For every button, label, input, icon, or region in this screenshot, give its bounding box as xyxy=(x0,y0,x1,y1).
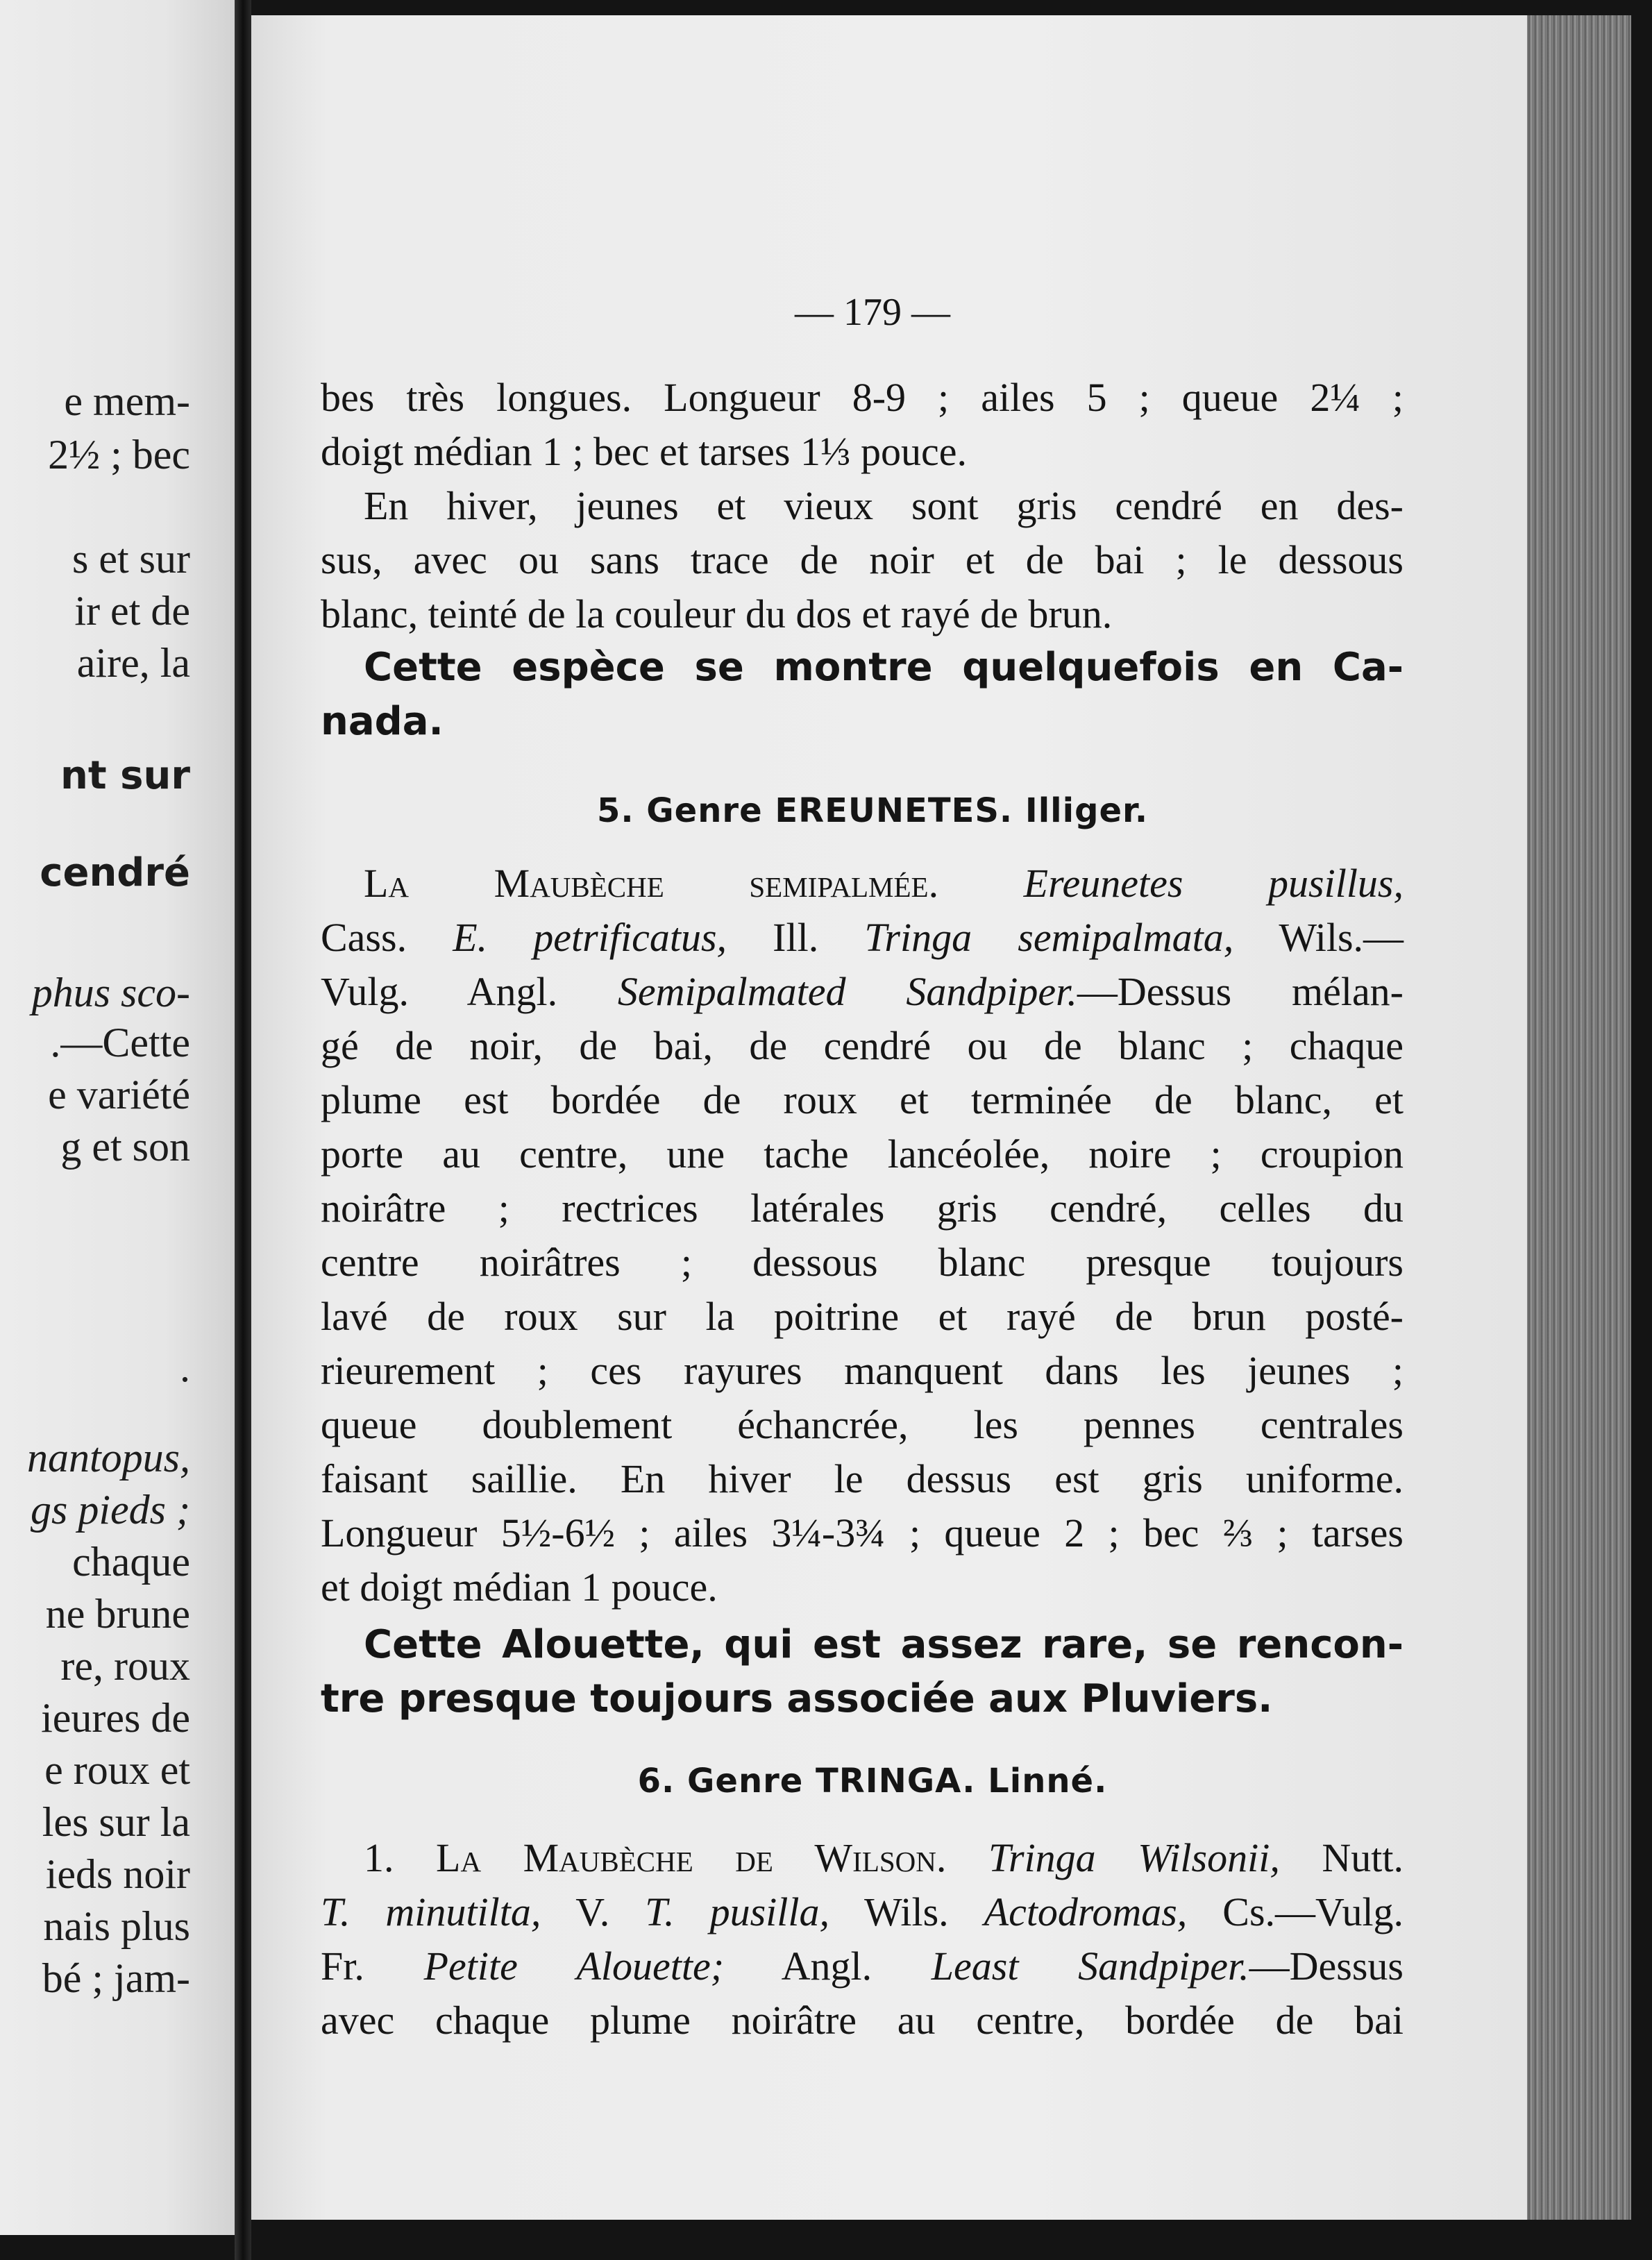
latin-name: E. petrificatus, xyxy=(453,915,727,960)
left-page-line: nt sur xyxy=(60,753,190,798)
text-line: plume est bordée de roux et terminée de blanc, et xyxy=(321,1077,1404,1122)
text-line: porte au centre, une tache lancéolée, noire ; croupion xyxy=(321,1131,1404,1177)
book-gutter xyxy=(235,0,251,2260)
left-page-line: ieds noir xyxy=(45,1851,190,1897)
text-line: Longueur 5½-6½ ; ailes 3¼-3¾ ; queue 2 ; bec ⅔ ; tarses xyxy=(321,1510,1404,1555)
text-line xyxy=(321,863,1404,904)
text-span: V. xyxy=(575,1889,610,1934)
page-edges xyxy=(1527,15,1631,2220)
left-page-line: re, roux xyxy=(60,1643,190,1689)
text-line: noirâtre ; rectrices latérales gris cendré, celles du xyxy=(321,1186,1404,1231)
left-page-line: e variété xyxy=(48,1072,190,1118)
species-name: La Maubèche de Wilson. xyxy=(436,1835,947,1880)
text-span: Fr. xyxy=(321,1943,364,1989)
text-span: Nutt. xyxy=(1322,1835,1404,1880)
left-page-line: e mem- xyxy=(64,378,190,424)
text-span: Ill. xyxy=(773,915,819,960)
text-line: sus, avec ou sans trace de noir et de bai ; le dessous xyxy=(321,537,1404,582)
left-page-line: ieures de xyxy=(41,1695,190,1741)
facing-left-page xyxy=(0,0,235,2235)
text-line xyxy=(321,1943,1404,1989)
left-page-line: ir et de xyxy=(74,588,190,634)
text-span: Cs.—Vulg. xyxy=(1222,1889,1404,1934)
text-span: Cass. xyxy=(321,915,407,960)
text-line: gé de noir, de bai, de cendré ou de blanc ; chaque xyxy=(321,1023,1404,1068)
left-page-line: phus sco- xyxy=(31,970,190,1015)
text-line: queue doublement échancrée, les pennes centrales xyxy=(321,1402,1404,1447)
text-line: lavé de roux sur la poitrine et rayé de brun posté- xyxy=(321,1294,1404,1339)
species-name: La Maubèche semipalmée. xyxy=(364,861,939,906)
left-page-line: aire, la xyxy=(76,640,190,686)
text-line: Cette espèce se montre quelquefois en Ca- xyxy=(364,645,1404,690)
left-page-line: nantopus, xyxy=(26,1435,190,1481)
text-line: bes très longues. Longueur 8-9 ; ailes 5 ; queue 2¼ ; xyxy=(321,375,1404,420)
left-page-line: ne brune xyxy=(45,1591,190,1637)
left-page-line: e roux et xyxy=(44,1747,190,1793)
text-line: faisant saillie. En hiver le dessus est gris uniforme. xyxy=(321,1456,1404,1501)
text-line xyxy=(321,1889,1404,1934)
latin-name: T. pusilla, xyxy=(645,1889,830,1934)
left-page-line: gs pieds ; xyxy=(31,1487,190,1533)
text-span: Wils.— xyxy=(1279,915,1404,960)
left-page-line: nais plus xyxy=(43,1903,190,1949)
common-name: Semipalmated Sandpiper. xyxy=(617,969,1077,1014)
text-line xyxy=(321,915,1404,960)
page-number: — 179 — xyxy=(795,291,950,334)
latin-name: T. minutilta, xyxy=(321,1889,541,1934)
left-page-line: cendré xyxy=(40,850,190,895)
text-span: —Dessus xyxy=(1249,1943,1404,1989)
common-name: Petite Alouette; xyxy=(423,1943,725,1989)
left-page-line: s et sur xyxy=(72,536,190,582)
left-page-line: bé ; jam- xyxy=(42,1955,190,2001)
text-line: rieurement ; ces rayures manquent dans les jeunes ; xyxy=(321,1348,1404,1393)
latin-name: Ereunetes pusillus, xyxy=(1023,861,1404,906)
text-span: Wils. xyxy=(863,1889,949,1934)
text-line: avec chaque plume noirâtre au centre, bordée de bai xyxy=(321,1998,1404,2043)
genus-heading: 6. Genre TRINGA. Linné. xyxy=(637,1762,1108,1801)
left-page-line: chaque xyxy=(72,1539,190,1585)
text-line: nada. xyxy=(321,699,444,744)
text-line: blanc, teinté de la couleur du dos et rayé de brun. xyxy=(321,591,1113,636)
genus-heading: 5. Genre EREUNETES. Illiger. xyxy=(596,791,1149,830)
text-line: Cette Alouette, qui est assez rare, se rencon- xyxy=(364,1622,1404,1667)
left-page-line: .—Cette xyxy=(50,1020,190,1065)
text-line xyxy=(321,969,1404,1014)
text-span: —Dessus mélan- xyxy=(1077,969,1404,1014)
left-page-line: 2½ ; bec xyxy=(48,432,190,478)
text-span: Vulg. Angl. xyxy=(321,969,558,1014)
left-page-line: les sur la xyxy=(42,1799,190,1845)
text-line: tre presque toujours associée aux Pluviers. xyxy=(321,1676,1273,1721)
text-span: Angl. xyxy=(781,1943,873,1989)
text-span: 1. xyxy=(364,1835,394,1880)
text-line: centre noirâtres ; dessous blanc presque toujours xyxy=(321,1240,1404,1285)
latin-name: Tringa semipalmata, xyxy=(864,915,1234,960)
left-page-line: . xyxy=(180,1344,190,1390)
text-line: En hiver, jeunes et vieux sont gris cendré en des- xyxy=(364,483,1404,528)
text-line: doigt médian 1 ; bec et tarses 1⅓ pouce. xyxy=(321,429,967,474)
common-name: Least Sandpiper. xyxy=(931,1943,1249,1989)
latin-name: Tringa Wilsonii, xyxy=(988,1835,1280,1880)
text-line: et doigt médian 1 pouce. xyxy=(321,1565,718,1610)
left-page-line: g et son xyxy=(60,1124,190,1170)
text-line xyxy=(321,1835,1404,1880)
page-179 xyxy=(251,15,1527,2220)
latin-name: Actodromas, xyxy=(984,1889,1188,1934)
